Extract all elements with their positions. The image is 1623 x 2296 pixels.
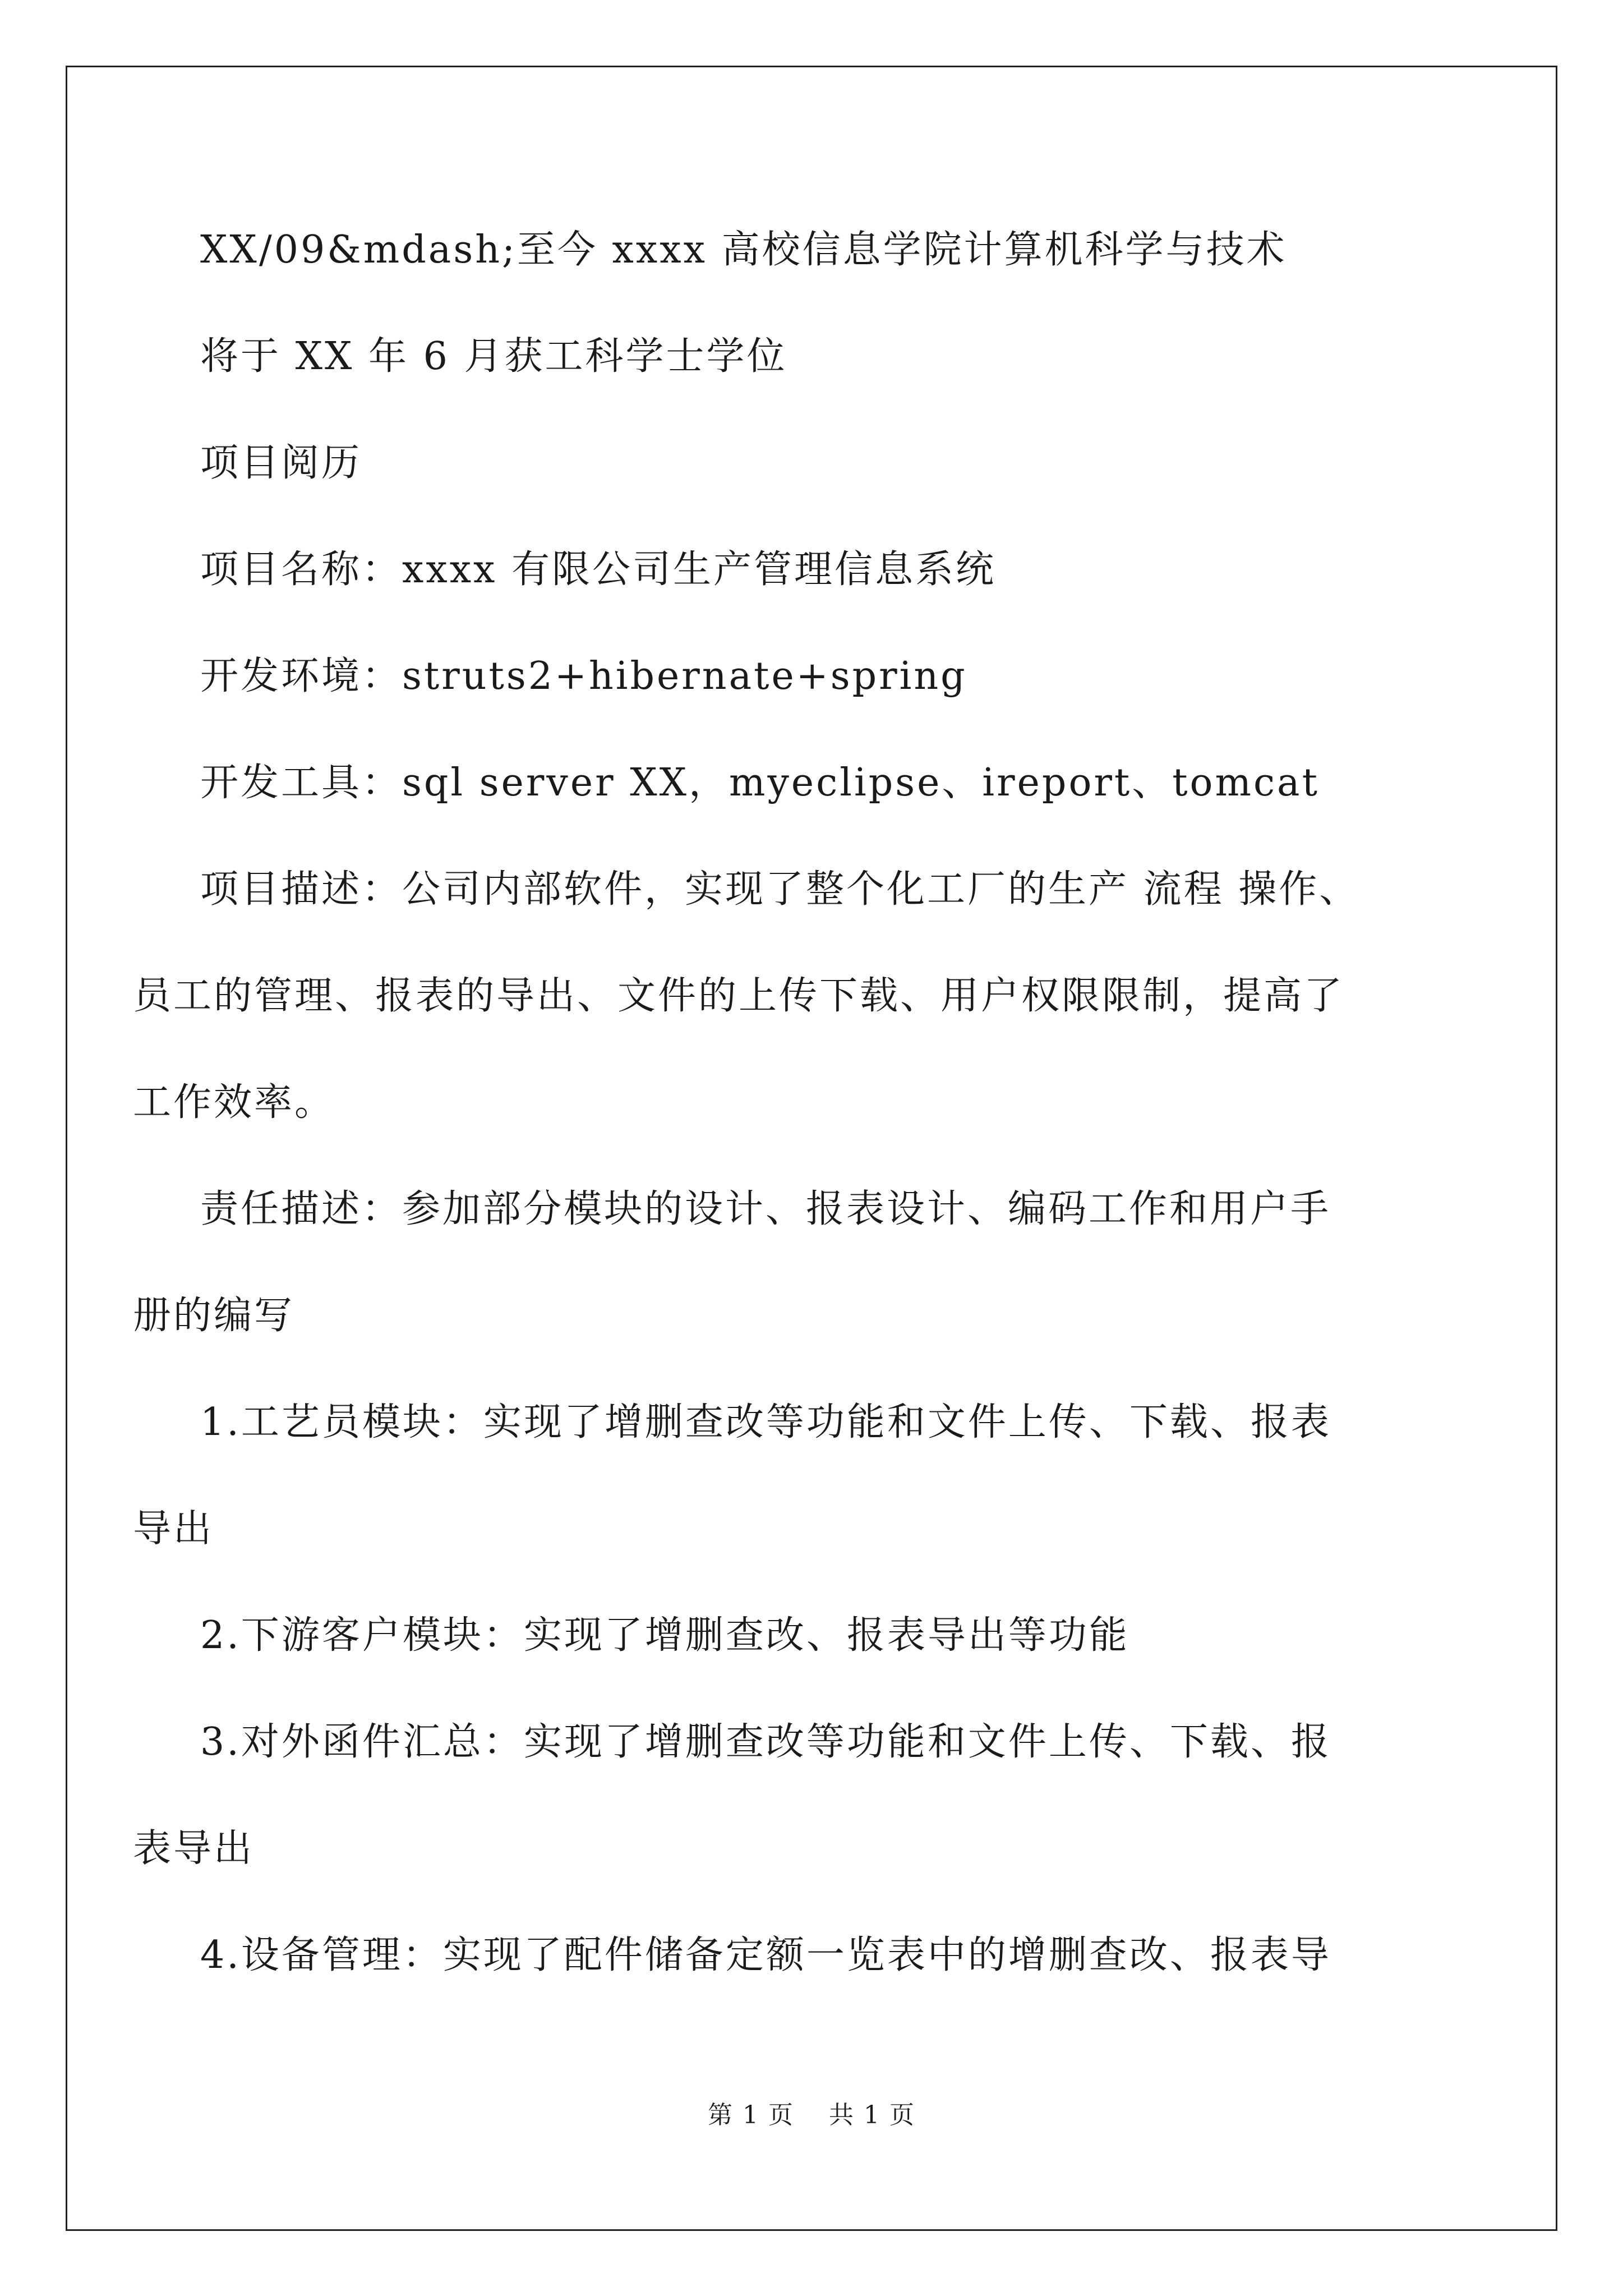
module-item-1: 1.工艺员模块：实现了增删查改等功能和文件上传、下载、报表 xyxy=(200,1400,1331,1444)
section-heading-projects: 项目阅历 xyxy=(200,441,362,485)
project-name-line: 项目名称：xxxx 有限公司生产管理信息系统 xyxy=(200,547,997,592)
module-item-3: 3.对外函件汇总：实现了增删查改等功能和文件上传、下载、报 xyxy=(200,1720,1331,1764)
module-item-2: 2.下游客户模块：实现了增删查改、报表导出等功能 xyxy=(200,1613,1129,1658)
education-period-line: XX/09&mdash;至今 xxxx 高校信息学院计算机科学与技术 xyxy=(200,228,1287,272)
responsibility-line-2: 册的编写 xyxy=(133,1294,295,1338)
module-item-1-cont: 导出 xyxy=(133,1507,214,1551)
project-description-line-2: 员工的管理、报表的导出、文件的上传下载、用户权限限制，提高了 xyxy=(133,974,1345,1018)
project-description-line-3: 工作效率。 xyxy=(133,1080,335,1125)
module-item-3-cont: 表导出 xyxy=(133,1826,255,1871)
module-item-4: 4.设备管理：实现了配件储备定额一览表中的增删查改、报表导 xyxy=(200,1933,1331,1977)
page-number-footer: 第 1 页 共 1 页 xyxy=(708,2101,915,2129)
responsibility-line: 责任描述：参加部分模块的设计、报表设计、编码工作和用户手 xyxy=(200,1187,1331,1231)
project-description-line: 项目描述：公司内部软件，实现了整个化工厂的生产 流程 操作、 xyxy=(200,867,1360,912)
dev-environment-line: 开发环境：struts2+hibernate+spring xyxy=(200,654,967,698)
dev-tools-line: 开发工具：sql server XX，myeclipse、ireport、tomcat xyxy=(200,761,1320,805)
degree-line: 将于 XX 年 6 月获工科学士学位 xyxy=(200,334,787,379)
page-border xyxy=(66,66,1557,2231)
